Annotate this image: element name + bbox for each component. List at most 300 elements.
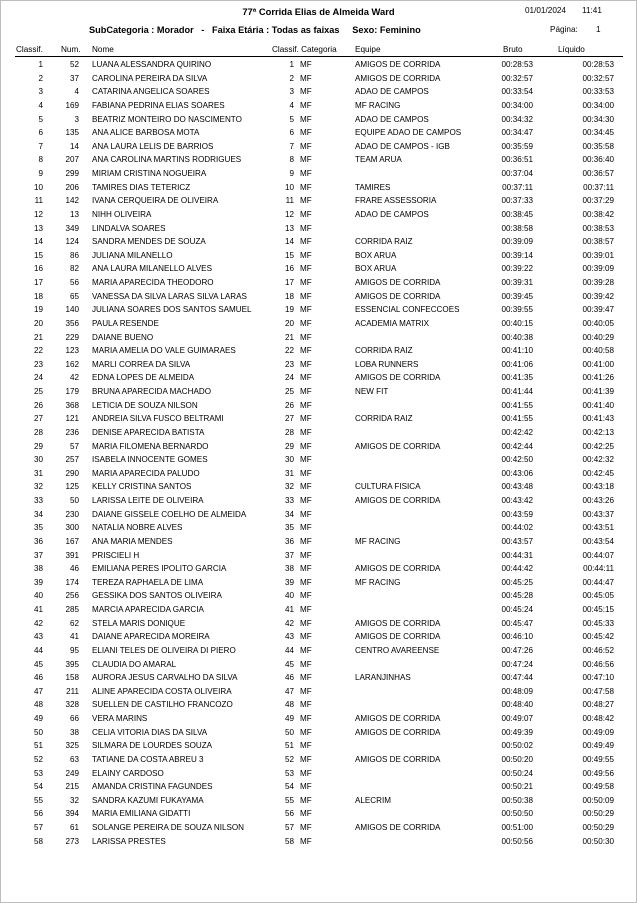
row-gross-time: 00:39:31	[501, 278, 533, 287]
row-classif: 6	[38, 128, 43, 138]
row-category-position: 47	[284, 686, 294, 696]
row-net-time: 00:40:58	[582, 346, 614, 356]
row-classif: 34	[33, 509, 43, 519]
row-category: MF	[300, 169, 312, 178]
row-runner-name: VANESSA DA SILVA LARAS SILVA LARAS	[92, 291, 247, 301]
row-bib-number: 46	[69, 564, 79, 574]
row-category-position: 58	[284, 836, 294, 846]
row-team: ALECRIM	[355, 795, 391, 805]
row-category-position: 27	[284, 414, 294, 424]
row-team: AMIGOS DE CORRIDA	[355, 441, 441, 451]
row-classif: 39	[33, 577, 43, 587]
row-runner-name: ANA MARIA MENDES	[92, 536, 173, 546]
row-category: MF	[300, 441, 312, 451]
row-net-time: 00:44:47	[582, 577, 614, 587]
row-gross-time: 00:49:39	[501, 727, 533, 737]
row-classif: 46	[33, 673, 43, 683]
row-bib-number: 162	[65, 359, 79, 369]
row-net-time: 00:49:49	[582, 741, 614, 751]
row-category-position: 4	[289, 100, 294, 110]
row-net-time: 00:41:40	[582, 400, 614, 410]
row-runner-name: ANDREIA SILVA FUSCO BELTRAMI	[92, 414, 224, 424]
row-runner-name: CATARINA ANGELICA SOARES	[92, 87, 210, 97]
row-bib-number: 179	[65, 387, 79, 396]
header-divider	[15, 56, 623, 57]
row-runner-name: PAULA RESENDE	[92, 318, 159, 328]
row-gross-time: 00:48:09	[501, 686, 533, 696]
row-category: MF	[300, 209, 312, 219]
row-bib-number: 13	[69, 209, 79, 219]
table-row	[1, 58, 636, 72]
table-row	[1, 399, 636, 413]
table-row	[1, 712, 636, 726]
column-header-classif: Classif.	[16, 45, 43, 54]
row-net-time: 00:38:53	[582, 223, 614, 233]
table-row	[1, 317, 636, 331]
row-net-time: 00:36:40	[582, 155, 614, 165]
row-team: TEAM ARUA	[355, 155, 402, 165]
row-gross-time: 00:40:38	[501, 332, 533, 342]
table-row	[1, 835, 636, 849]
row-classif: 57	[33, 823, 43, 832]
row-category: MF	[300, 673, 312, 683]
row-classif: 33	[33, 496, 43, 505]
row-category: MF	[300, 768, 312, 778]
row-category-position: 55	[284, 795, 294, 805]
row-team: TAMIRES	[355, 182, 391, 192]
row-category: MF	[300, 468, 312, 478]
table-row	[1, 358, 636, 372]
row-category-position: 56	[284, 809, 294, 819]
row-classif: 17	[33, 278, 43, 287]
row-gross-time: 00:43:42	[501, 496, 533, 505]
row-gross-time: 00:43:57	[501, 536, 533, 546]
row-gross-time: 00:50:02	[501, 741, 533, 751]
row-category: MF	[300, 373, 312, 383]
row-gross-time: 00:48:40	[501, 700, 533, 710]
table-row	[1, 208, 636, 222]
row-gross-time: 00:37:33	[501, 196, 533, 206]
row-category-position: 16	[284, 264, 294, 274]
table-row	[1, 685, 636, 699]
row-category-position: 53	[284, 768, 294, 778]
row-runner-name: SANDRA MENDES DE SOUZA	[92, 237, 206, 247]
row-runner-name: SANDRA KAZUMI FUKAYAMA	[92, 795, 204, 805]
table-row	[1, 508, 636, 522]
row-classif: 9	[38, 169, 43, 178]
row-team: AMIGOS DE CORRIDA	[355, 754, 441, 764]
table-row	[1, 821, 636, 835]
row-runner-name: ELIANI TELES DE OLIVEIRA DI PIERO	[92, 645, 236, 655]
row-category-position: 14	[284, 237, 294, 247]
row-classif: 24	[33, 373, 43, 383]
row-runner-name: MARIA APARECIDA THEODORO	[92, 278, 214, 287]
row-bib-number: 206	[65, 182, 79, 192]
row-net-time: 00:32:57	[582, 73, 614, 83]
row-classif: 55	[33, 795, 43, 805]
row-category-position: 1	[289, 60, 294, 69]
row-category: MF	[300, 809, 312, 819]
table-row	[1, 371, 636, 385]
row-bib-number: 325	[65, 741, 79, 751]
row-team: MF RACING	[355, 577, 401, 587]
row-classif: 41	[33, 605, 43, 614]
row-classif: 18	[33, 291, 43, 301]
row-category-position: 24	[284, 373, 294, 383]
row-category-position: 25	[284, 387, 294, 396]
row-bib-number: 356	[65, 318, 79, 328]
row-team: CULTURA FISICA	[355, 482, 421, 492]
table-row	[1, 494, 636, 508]
row-classif: 7	[38, 141, 43, 151]
row-bib-number: 229	[65, 332, 79, 342]
row-category-position: 37	[284, 550, 294, 560]
row-runner-name: DAIANE GISSELE COELHO DE ALMEIDA	[92, 509, 247, 519]
row-bib-number: 299	[65, 169, 79, 178]
row-category: MF	[300, 700, 312, 710]
row-bib-number: 256	[65, 591, 79, 601]
row-gross-time: 00:39:09	[501, 237, 533, 247]
row-bib-number: 82	[69, 264, 79, 274]
row-category-position: 26	[284, 400, 294, 410]
row-net-time: 00:49:56	[582, 768, 614, 778]
row-bib-number: 300	[65, 523, 79, 533]
row-bib-number: 135	[65, 128, 79, 138]
column-header-equipe: Equipe	[355, 45, 381, 54]
row-classif: 30	[33, 455, 43, 465]
row-category: MF	[300, 455, 312, 465]
row-classif: 25	[33, 387, 43, 396]
row-category-position: 46	[284, 673, 294, 683]
row-runner-name: CLAUDIA DO AMARAL	[92, 659, 177, 669]
row-classif: 12	[33, 209, 43, 219]
row-bib-number: 140	[65, 305, 79, 315]
race-title: 77ª Corrida Elias de Almeida Ward	[242, 6, 395, 17]
table-row	[1, 181, 636, 195]
row-category: MF	[300, 550, 312, 560]
row-runner-name: IVANA CERQUEIRA DE OLIVEIRA	[92, 196, 219, 206]
row-net-time: 00:43:18	[582, 482, 614, 492]
row-gross-time: 00:43:06	[501, 468, 533, 478]
row-category-position: 18	[284, 291, 294, 301]
row-category: MF	[300, 414, 312, 424]
table-row	[1, 303, 636, 317]
row-category-position: 3	[289, 87, 294, 97]
table-row	[1, 72, 636, 86]
row-net-time: 00:50:29	[582, 823, 614, 832]
row-gross-time: 00:39:14	[501, 250, 533, 260]
row-runner-name: VERA MARINS	[92, 714, 148, 723]
row-net-time: 00:50:09	[582, 795, 614, 805]
row-classif: 2	[38, 73, 43, 83]
row-gross-time: 00:51:00	[501, 823, 533, 832]
column-header-classif-categoria: Classif. Categoria	[272, 45, 337, 54]
table-row	[1, 698, 636, 712]
row-team: AMIGOS DE CORRIDA	[355, 496, 441, 505]
row-classif: 47	[33, 686, 43, 696]
table-row	[1, 453, 636, 467]
row-bib-number: 65	[69, 291, 79, 301]
row-category: MF	[300, 577, 312, 587]
row-runner-name: MARIA AMELIA DO VALE GUIMARAES	[92, 346, 236, 356]
row-gross-time: 00:35:59	[501, 141, 533, 151]
row-category: MF	[300, 305, 312, 315]
row-category: MF	[300, 346, 312, 356]
row-category: MF	[300, 605, 312, 614]
row-runner-name: TEREZA RAPHAELA DE LIMA	[92, 577, 204, 587]
row-category: MF	[300, 795, 312, 805]
row-classif: 54	[33, 782, 43, 792]
row-gross-time: 00:41:06	[501, 359, 533, 369]
row-runner-name: GESSIKA DOS SANTOS OLIVEIRA	[92, 591, 222, 601]
row-bib-number: 391	[65, 550, 79, 560]
row-classif: 44	[33, 645, 43, 655]
row-runner-name: ANA ALICE BARBOSA MOTA	[92, 128, 200, 138]
row-gross-time: 00:43:59	[501, 509, 533, 519]
row-net-time: 00:43:54	[582, 536, 614, 546]
row-classif: 4	[38, 100, 43, 110]
table-row	[1, 344, 636, 358]
row-team: MF RACING	[355, 536, 401, 546]
row-classif: 31	[33, 468, 43, 478]
row-gross-time: 00:46:10	[501, 632, 533, 642]
row-gross-time: 00:33:54	[501, 87, 533, 97]
row-gross-time: 00:39:55	[501, 305, 533, 315]
row-category-position: 38	[284, 564, 294, 574]
row-bib-number: 211	[66, 686, 79, 696]
row-net-time: 00:43:51	[582, 523, 614, 533]
row-net-time: 00:45:33	[582, 618, 614, 628]
row-bib-number: 38	[69, 727, 79, 737]
row-team: ADAO DE CAMPOS - IGB	[355, 141, 450, 151]
row-gross-time: 00:50:56	[501, 836, 533, 846]
row-net-time: 00:45:42	[582, 632, 614, 642]
row-category-position: 34	[284, 509, 294, 519]
row-category: MF	[300, 100, 312, 110]
row-gross-time: 00:36:51	[501, 155, 533, 165]
row-gross-time: 00:28:53	[501, 60, 533, 69]
row-category-position: 49	[284, 714, 294, 723]
row-net-time: 00:39:09	[582, 264, 614, 274]
row-bib-number: 158	[65, 673, 79, 683]
table-row	[1, 617, 636, 631]
row-gross-time: 00:41:44	[501, 387, 533, 396]
row-runner-name: JULIANA MILANELLO	[92, 250, 173, 260]
row-category: MF	[300, 196, 312, 206]
row-category-position: 35	[284, 523, 294, 533]
row-gross-time: 00:50:20	[501, 754, 533, 764]
row-category: MF	[300, 359, 312, 369]
row-net-time: 00:45:15	[582, 605, 614, 614]
row-gross-time: 00:39:22	[501, 264, 533, 274]
row-runner-name: MARCIA APARECIDA GARCIA	[92, 605, 204, 614]
row-category: MF	[300, 264, 312, 274]
row-category: MF	[300, 223, 312, 233]
row-bib-number: 14	[69, 141, 79, 151]
row-net-time: 00:49:55	[582, 754, 614, 764]
table-row	[1, 222, 636, 236]
row-classif: 11	[34, 196, 43, 206]
row-net-time: 00:33:53	[582, 87, 614, 97]
row-bib-number: 368	[65, 400, 79, 410]
row-gross-time: 00:37:11	[502, 182, 533, 192]
row-bib-number: 174	[65, 577, 79, 587]
row-team: MF RACING	[355, 100, 401, 110]
row-team: AMIGOS DE CORRIDA	[355, 618, 441, 628]
row-gross-time: 00:45:24	[501, 605, 533, 614]
row-category-position: 9	[289, 169, 294, 178]
row-category-position: 6	[289, 128, 294, 138]
row-team: AMIGOS DE CORRIDA	[355, 727, 441, 737]
row-team: EQUIPE ADAO DE CAMPOS	[355, 128, 462, 138]
row-category-position: 22	[284, 346, 294, 356]
row-category-position: 30	[284, 455, 294, 465]
row-runner-name: MARIA APARECIDA PALUDO	[92, 468, 200, 478]
row-net-time: 00:39:47	[582, 305, 614, 315]
row-bib-number: 41	[69, 632, 79, 642]
row-net-time: 00:35:58	[582, 141, 614, 151]
table-row	[1, 644, 636, 658]
row-runner-name: ELAINY CARDOSO	[92, 768, 164, 778]
row-runner-name: PRISCIELI H	[92, 550, 140, 560]
row-bib-number: 32	[69, 795, 79, 805]
row-gross-time: 00:42:44	[501, 441, 533, 451]
row-category-position: 43	[284, 632, 294, 642]
row-bib-number: 236	[65, 427, 79, 437]
row-category-position: 29	[284, 441, 294, 451]
row-category: MF	[300, 291, 312, 301]
report-date: 01/01/2024	[525, 6, 566, 15]
row-category: MF	[300, 237, 312, 247]
row-team: AMIGOS DE CORRIDA	[355, 291, 441, 301]
row-bib-number: 62	[69, 618, 79, 628]
row-gross-time: 00:40:15	[501, 318, 533, 328]
row-runner-name: FABIANA PEDRINA ELIAS SOARES	[92, 100, 225, 110]
row-category: MF	[300, 427, 312, 437]
table-row	[1, 630, 636, 644]
row-classif: 35	[33, 523, 43, 533]
row-bib-number: 169	[65, 100, 79, 110]
row-category: MF	[300, 318, 312, 328]
row-runner-name: KELLY CRISTINA SANTOS	[92, 482, 192, 492]
row-runner-name: NATALIA NOBRE ALVES	[92, 523, 183, 533]
row-gross-time: 00:43:48	[501, 482, 533, 492]
row-runner-name: MARIA FILOMENA BERNARDO	[92, 441, 209, 451]
row-runner-name: JULIANA SOARES DOS SANTOS SAMUEL	[92, 305, 252, 315]
row-bib-number: 50	[69, 496, 79, 505]
row-team: ADAO DE CAMPOS	[355, 87, 429, 97]
row-runner-name: MARIA EMILIANA GIDATTI	[92, 809, 191, 819]
row-gross-time: 00:34:32	[501, 114, 533, 124]
row-net-time: 00:38:57	[582, 237, 614, 247]
row-gross-time: 00:39:45	[501, 291, 533, 301]
row-gross-time: 00:41:10	[501, 346, 533, 356]
row-bib-number: 328	[65, 700, 79, 710]
row-category: MF	[300, 523, 312, 533]
row-category: MF	[300, 400, 312, 410]
row-bib-number: 395	[65, 659, 79, 669]
row-gross-time: 00:49:07	[501, 714, 533, 723]
row-gross-time: 00:32:57	[501, 73, 533, 83]
table-row	[1, 658, 636, 672]
row-category-position: 5	[289, 114, 294, 124]
row-net-time: 00:48:42	[582, 714, 614, 723]
row-gross-time: 00:38:58	[501, 223, 533, 233]
row-classif: 43	[33, 632, 43, 642]
row-gross-time: 00:50:38	[501, 795, 533, 805]
row-classif: 8	[38, 155, 43, 165]
row-runner-name: DENISE APARECIDA BATISTA	[92, 427, 205, 437]
row-category: MF	[300, 182, 312, 192]
row-bib-number: 3	[74, 114, 79, 124]
table-row	[1, 194, 636, 208]
row-classif: 3	[38, 87, 43, 97]
row-classif: 37	[33, 550, 43, 560]
row-category-position: 51	[284, 741, 294, 751]
row-runner-name: EDNA LOPES DE ALMEIDA	[92, 373, 195, 383]
row-classif: 5	[38, 114, 43, 124]
row-bib-number: 56	[69, 278, 79, 287]
row-gross-time: 00:50:21	[501, 782, 533, 792]
row-runner-name: LINDALVA SOARES	[92, 223, 166, 233]
table-row	[1, 113, 636, 127]
table-row	[1, 153, 636, 167]
row-bib-number: 63	[69, 754, 79, 764]
row-bib-number: 230	[65, 509, 79, 519]
row-bib-number: 121	[65, 414, 79, 424]
row-runner-name: TATIANE DA COSTA ABREU 3	[92, 754, 204, 764]
row-team: AMIGOS DE CORRIDA	[355, 632, 441, 642]
row-category: MF	[300, 482, 312, 492]
row-classif: 1	[38, 60, 43, 69]
row-gross-time: 00:38:45	[501, 209, 533, 219]
row-category-position: 21	[284, 332, 294, 342]
table-row	[1, 549, 636, 563]
row-classif: 16	[33, 264, 43, 274]
row-net-time: 00:34:00	[582, 100, 614, 110]
row-team: CORRIDA RAIZ	[355, 237, 413, 247]
row-runner-name: DAIANE APARECIDA MOREIRA	[92, 632, 210, 642]
row-team: CENTRO AVAREENSE	[355, 645, 440, 655]
row-category-position: 23	[284, 359, 294, 369]
row-bib-number: 66	[69, 714, 79, 723]
row-bib-number: 215	[65, 782, 79, 792]
row-net-time: 00:39:28	[582, 278, 614, 287]
row-bib-number: 394	[65, 809, 79, 819]
table-row	[1, 589, 636, 603]
row-classif: 49	[33, 714, 43, 723]
row-net-time: 00:45:05	[582, 591, 614, 601]
row-net-time: 00:47:58	[582, 686, 614, 696]
row-gross-time: 00:34:00	[501, 100, 533, 110]
row-gross-time: 00:41:55	[501, 414, 533, 424]
row-net-time: 00:42:45	[582, 468, 614, 478]
column-header-liquido: Líquido	[558, 45, 585, 54]
row-net-time: 00:34:30	[582, 114, 614, 124]
row-classif: 32	[33, 482, 43, 492]
row-category-position: 7	[289, 141, 294, 151]
row-gross-time: 00:37:04	[501, 169, 533, 178]
row-classif: 53	[33, 768, 43, 778]
row-classif: 51	[33, 741, 43, 751]
row-runner-name: ANA CAROLINA MARTINS RODRIGUES	[92, 155, 242, 165]
row-bib-number: 95	[69, 645, 79, 655]
row-category: MF	[300, 632, 312, 642]
row-category: MF	[300, 823, 312, 832]
page-label: Página:	[550, 25, 578, 34]
row-category: MF	[300, 591, 312, 601]
row-net-time: 00:44:11	[583, 564, 614, 574]
